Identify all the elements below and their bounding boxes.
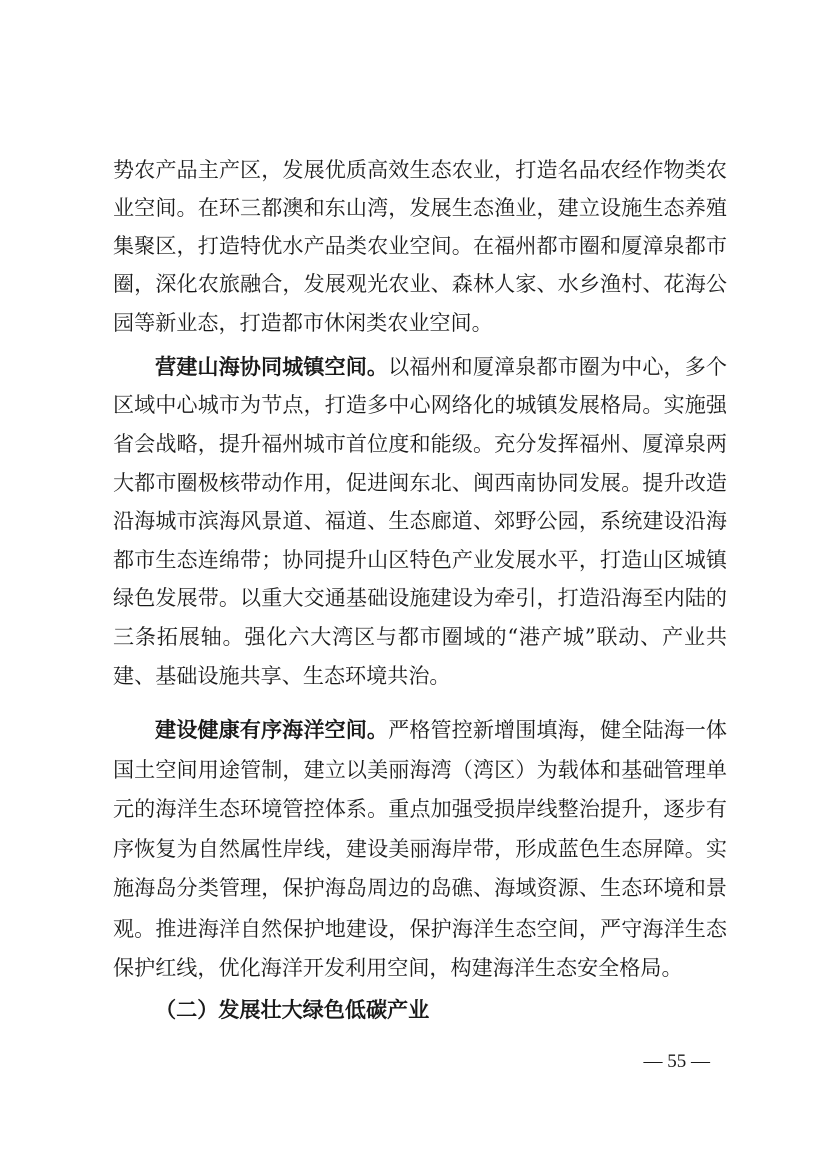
text-line: 元的海洋生态环境管控体系。重点加强受损岸线整治提升，逐步有	[113, 796, 727, 821]
text-line: 业空间。在环三都澳和东山湾，发展生态渔业，建立设施生态养殖	[113, 195, 727, 220]
text-line: 观。推进海洋自然保护地建设，保护海洋生态空间，严守海洋生态	[113, 916, 727, 941]
text-line: 三条拓展轴。强化六大湾区与都市圈域的“港产城”联动、产业共	[113, 624, 727, 649]
text-line: 大都市圈极核带动作用，促进闽东北、闽西南协同发展。提升改造	[113, 470, 727, 495]
paragraph-lead: 营建山海协同城镇空间。	[155, 354, 389, 379]
paragraph-lead: 建设健康有序海洋空间。	[155, 717, 389, 742]
text-line: 都市生态连绵带；协同提升山区特色产业发展水平，打造山区城镇	[113, 547, 727, 572]
text-line: 圈，深化农旅融合，发展观光农业、森林人家、水乡渔村、花海公	[113, 271, 727, 296]
page-number: — 55 —	[643, 1051, 710, 1072]
text-line: 序恢复为自然属性岸线，建设美丽海岸带，形成蓝色生态屏障。实	[113, 836, 727, 861]
text-line: 省会战略，提升福州城市首位度和能级。充分发挥福州、厦漳泉两	[113, 431, 727, 456]
text-line: 国土空间用途管制，建立以美丽海湾（湾区）为载体和基础管理单	[113, 757, 727, 782]
text-line: 势农产品主产区，发展优质高效生态农业，打造名品农经作物类农	[113, 157, 727, 182]
text-line: 绿色发展带。以重大交通基础设施建设为牵引，打造沿海至内陆的	[113, 585, 727, 610]
text-span: 以福州和厦漳泉都市圈为中心，多个	[388, 354, 727, 379]
text-line: 园等新业态，打造都市休闲类农业空间。	[113, 310, 493, 335]
text-line: 保护红线，优化海洋开发利用空间，构建海洋生态安全格局。	[113, 955, 683, 980]
text-line	[155, 348, 727, 386]
text-line: 沿海城市滨海风景道、福道、生态廊道、郊野公园，系统建设沿海	[113, 508, 727, 533]
text-line: 集聚区，打造特优水产品类农业空间。在福州都市圈和厦漳泉都市	[113, 233, 727, 258]
text-line	[155, 711, 727, 749]
text-span: 严格管控新增围填海，健全陆海一体	[388, 717, 727, 742]
text-line: 区域中心城市为节点，打造多中心网络化的城镇发展格局。实施强	[113, 392, 727, 417]
section-heading: （二）发展壮大绿色低碳产业	[155, 997, 430, 1022]
text-line: 建、基础设施共享、生态环境共治。	[113, 663, 451, 688]
text-line: 施海岛分类管理，保护海岛周边的岛礁、海域资源、生态环境和景	[113, 875, 727, 900]
